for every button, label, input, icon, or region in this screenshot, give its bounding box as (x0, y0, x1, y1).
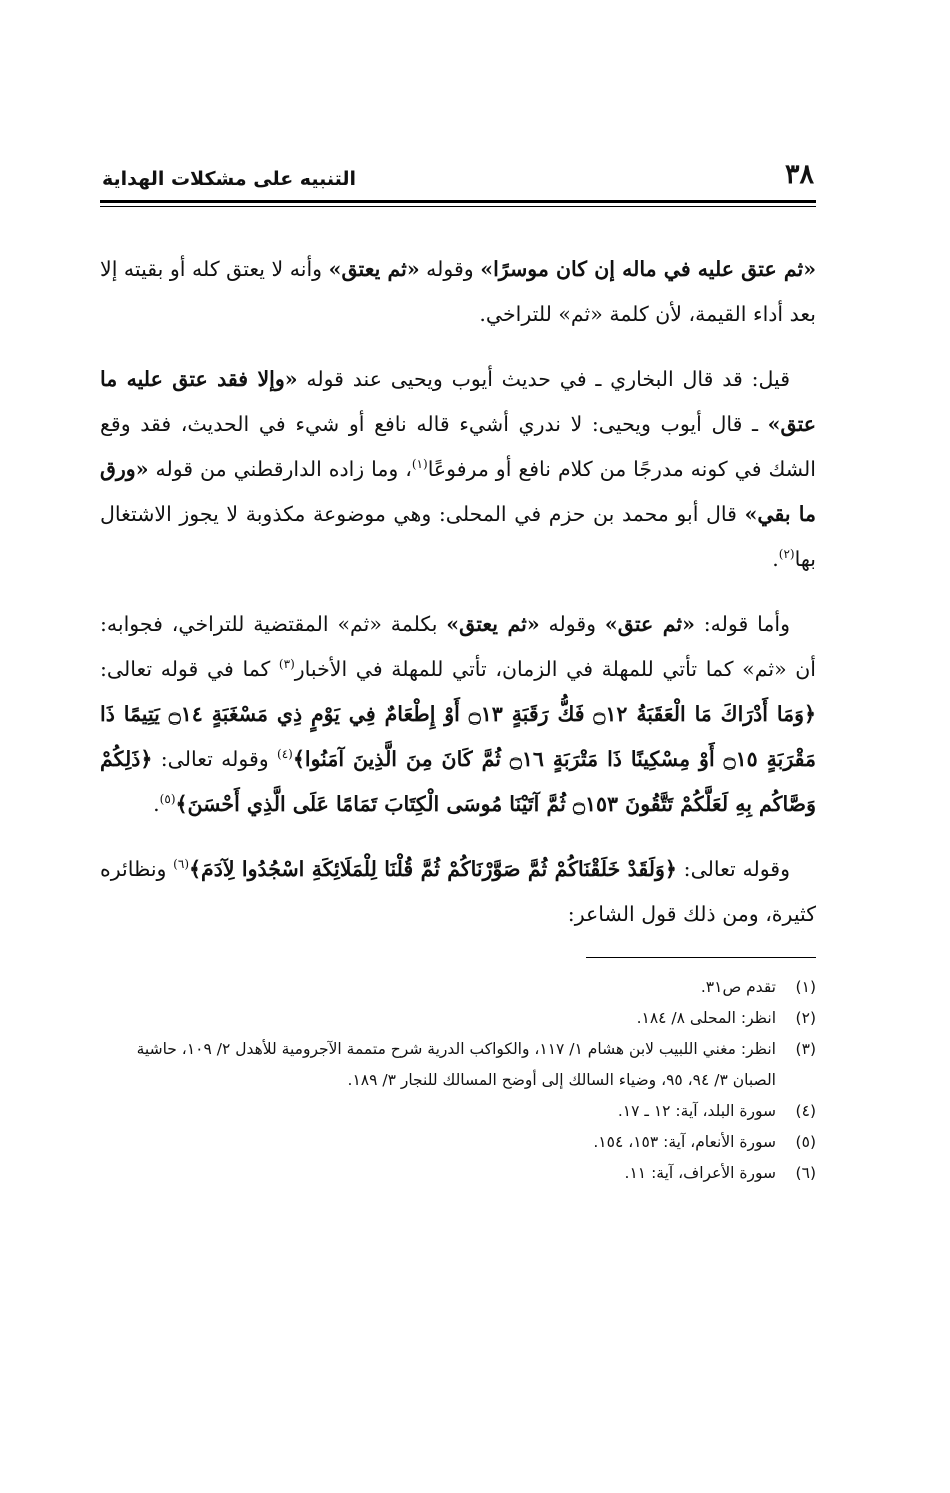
footnote-number: (٥) (795, 1133, 816, 1151)
footnote-text: سورة الأعراف، آية: ١١. (624, 1164, 776, 1182)
footnote (100, 1003, 816, 1034)
text: ونظائره كثيرة، ومن ذلك قول الشاعر: (100, 857, 816, 926)
footnote-ref: (٦) (173, 857, 189, 872)
quran-verse: ﴿وَمَا أَدْرَاكَ مَا الْعَقَبَةُ ۝١٢ فَكُّ رَقَبَةٍ ۝١٣ أَوْ إِطْعَامٌ فِي يَوْمٍ ذِي مَسْغَبَةٍ ۝١٤ يَتِيمًا ذَا مَقْرَبَةٍ ۝١٥ أَوْ مِسْكِينًا ذَا مَتْرَبَةٍ ۝١٦ ثُمَّ كَانَ مِنَ الَّذِينَ آمَنُوا﴾ (100, 702, 817, 771)
page-number: ٣٨ (784, 159, 814, 190)
text: وأنه لا يعتق كله أو بقيته إلا بعد أداء القيمة، لأن كلمة «ثم» للتراخي. (100, 257, 816, 326)
quote: «وإلا فقد عتق عليه ما عتق» (100, 367, 816, 436)
text: بكلمة «ثم» المقتضية للتراخي، فجوابه: أن «ثم» كما تأتي للمهلة في الزمان، تأتي للمهلة في الأخبار (100, 612, 816, 681)
main-text (100, 247, 816, 937)
footnote-number: (٤) (795, 1102, 816, 1120)
footnote (100, 1034, 816, 1096)
paragraph-2 (100, 357, 816, 582)
text: وأما قوله: (694, 612, 791, 636)
footnote-ref: (٣) (278, 657, 295, 672)
page-header (100, 140, 816, 194)
text: كما في قوله تعالى: (100, 657, 279, 681)
footnote (100, 1158, 816, 1189)
text: قال أبو محمد بن حزم في المحلى: وهي موضوعة مكذوبة لا يجوز الاشتغال بها (100, 502, 816, 571)
footnote-number: (٢) (795, 1009, 816, 1027)
footnote-text: انظر: مغني اللبيب لابن هشام ١/ ١١٧، والكواكب الدرية شرح متممة الآجرومية للأهدل ٢/ ١٠٩، حاشية الصبان ٣/ ٩٤، ٩٥، وضياء السالك إلى أوضح المسالك للنجار ٣/ ١٨٩. (136, 1040, 776, 1089)
footnotes (100, 972, 816, 1189)
header-rule-thick (100, 200, 816, 203)
footnote-separator (586, 957, 816, 958)
footnote-text: سورة الأنعام، آية: ١٥٣، ١٥٤. (593, 1133, 776, 1151)
quote: «ثم يعتق» (446, 612, 540, 636)
footnote-ref: (٢) (778, 547, 795, 562)
text: وقوله (419, 257, 481, 281)
paragraph-3 (100, 602, 816, 827)
text: وقوله تعالى: (152, 747, 278, 771)
footnote-text: تقدم ص٣١. (700, 978, 776, 996)
footnote-ref: (٤) (277, 747, 293, 762)
quote: «ورق ما بقي» (100, 457, 816, 526)
footnote (100, 972, 816, 1003)
footnote-ref: (٥) (159, 792, 176, 807)
text: ـ قال أيوب ويحيى: لا ندري أشيء قاله نافع أو شيء في الحديث، فقد وقع الشك في كونه مدرجًا من كلام نافع أو مرفوعًا (100, 412, 816, 481)
quran-verse: ﴿وَلَقَدْ خَلَقْنَاكُمْ ثُمَّ صَوَّرْنَاكُمْ ثُمَّ قُلْنَا لِلْمَلَائِكَةِ اسْجُدُوا لِآدَمَ﴾ (189, 857, 677, 881)
quote: «ثم يعتق» (328, 257, 420, 281)
footnote-text: سورة البلد، آية: ١٢ ـ ١٧. (617, 1102, 776, 1120)
footnote-ref: (١) (411, 457, 428, 472)
text: قيل: قد قال البخاري ـ في حديث أيوب ويحيى عند قوله (297, 367, 790, 391)
footnote-text: انظر: المحلى ٨/ ١٨٤. (636, 1009, 776, 1027)
text: ، وما زاده الدارقطني من قوله (148, 457, 412, 481)
footnote-number: (٣) (795, 1040, 816, 1058)
footnote-number: (٦) (795, 1164, 816, 1182)
text: . (153, 792, 160, 816)
book-page (100, 140, 816, 1189)
running-title: التنبيه على مشكلات الهداية (102, 168, 356, 190)
footnote-number: (١) (795, 978, 816, 996)
text: . (772, 547, 779, 571)
text: وقوله (539, 612, 605, 636)
footnote (100, 1096, 816, 1127)
footnote (100, 1127, 816, 1158)
paragraph-4 (100, 847, 816, 937)
quran-verse: ﴿ذَلِكُمْ وَصَّاكُم بِهِ لَعَلَّكُمْ تَتَّقُونَ ۝١٥٣ ثُمَّ آتَيْنَا مُوسَى الْكِتَابَ تَمَامًا عَلَى الَّذِي أَحْسَنَ﴾ (100, 747, 816, 816)
quote: «ثم عتق» (604, 612, 695, 636)
quote: «ثم عتق عليه في ماله إن كان موسرًا» (480, 257, 817, 281)
text: وقوله تعالى: (676, 857, 791, 881)
header-rule-thin (100, 206, 816, 207)
paragraph-1 (100, 247, 816, 337)
